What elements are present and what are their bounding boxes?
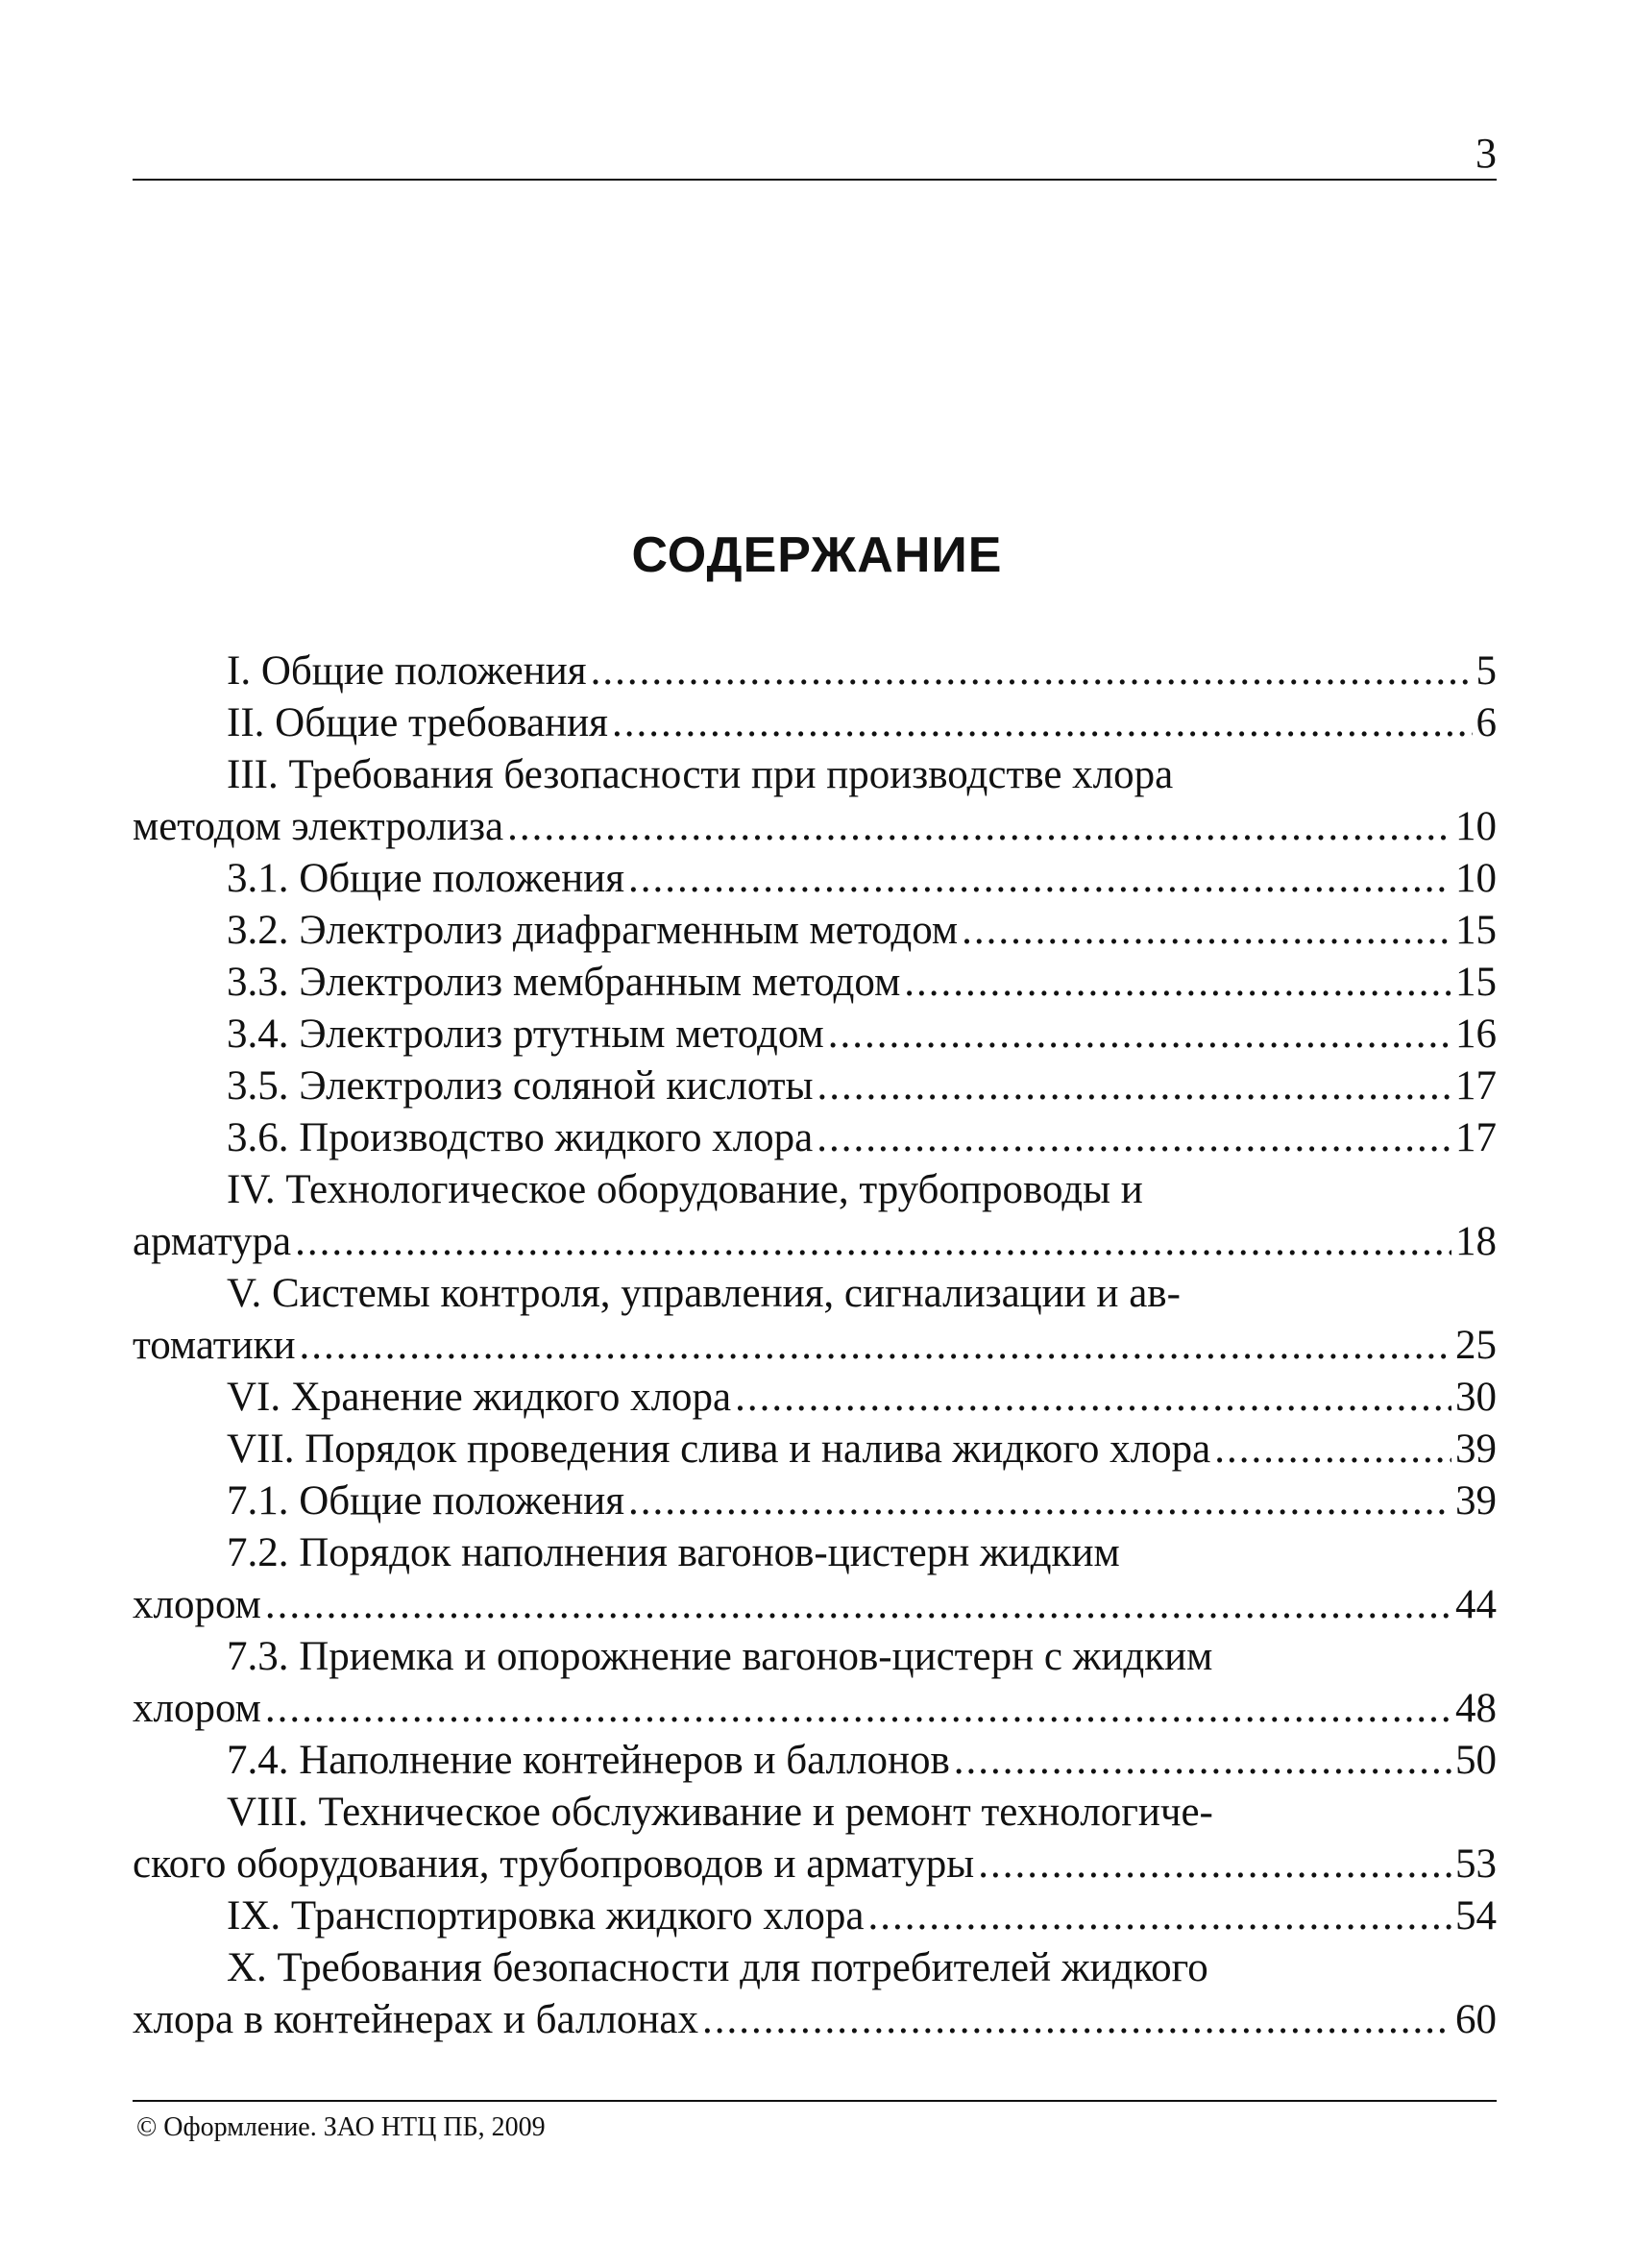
toc-title: СОДЕРЖАНИЕ — [631, 527, 1003, 583]
toc-entry[interactable] — [133, 1112, 1497, 1164]
toc-entry[interactable] — [133, 1631, 1497, 1683]
toc-entry-label: 3.6. Производство жидкого хлора — [227, 1115, 814, 1160]
toc-entry[interactable] — [133, 1839, 1497, 1890]
toc-leader-dots — [954, 1735, 1451, 1787]
toc-leader-dots — [507, 801, 1451, 853]
toc-entry-label: VI. Хранение жидкого хлора — [227, 1375, 732, 1420]
toc-leader-dots — [628, 853, 1451, 905]
toc-entry-label: 3.5. Электролиз соляной кислоты — [227, 1063, 814, 1109]
toc-entry-label: VII. Порядок проведения слива и налива жидкого хлора — [227, 1427, 1211, 1472]
toc-entry-label: 3.1. Общие положения — [227, 856, 625, 901]
toc-entry-label: арматура — [133, 1219, 292, 1264]
toc-entry[interactable] — [133, 1683, 1497, 1735]
toc-entry-label: хлором — [133, 1686, 261, 1731]
toc-entry[interactable] — [133, 1268, 1497, 1320]
toc-entry-page: 10 — [1455, 856, 1497, 901]
toc-leader-dots — [735, 1372, 1451, 1424]
toc-entry-page: 30 — [1455, 1375, 1497, 1420]
toc-entry-page: 48 — [1455, 1686, 1497, 1731]
toc-entry[interactable] — [133, 1164, 1497, 1216]
toc-leader-dots — [300, 1320, 1451, 1372]
toc-entry-label: II. Общие требования — [227, 700, 608, 745]
toc-entry[interactable] — [133, 905, 1497, 957]
toc-entry-label: 7.2. Порядок наполнения вагонов-цистерн жидким — [227, 1530, 1120, 1575]
toc-entry-label: X. Требования безопасности для потребителей жидкого — [227, 1945, 1208, 1990]
toc-entry-label: 7.3. Приемка и опорожнение вагонов-цистерн с жидким — [227, 1634, 1213, 1679]
toc-entry[interactable] — [133, 1942, 1497, 1994]
toc-entry-page: 15 — [1455, 960, 1497, 1005]
toc-leader-dots — [628, 1475, 1451, 1527]
toc-entry[interactable] — [133, 646, 1497, 697]
toc-leader-dots — [828, 1009, 1451, 1061]
toc-entry-label: III. Требования безопасности при производстве хлора — [227, 752, 1174, 797]
toc-entry-page: 17 — [1455, 1063, 1497, 1109]
toc-entry[interactable] — [133, 957, 1497, 1009]
toc-entry-label: 3.3. Электролиз мембранным методом — [227, 960, 901, 1005]
toc-entry[interactable] — [133, 1527, 1497, 1579]
toc-entry[interactable] — [133, 1787, 1497, 1839]
toc-leader-dots — [591, 646, 1473, 697]
toc-entry[interactable] — [133, 1735, 1497, 1787]
toc-entry-page: 44 — [1455, 1582, 1497, 1627]
toc-entry-label: VIII. Техническое обслуживание и ремонт технологиче- — [227, 1790, 1213, 1835]
toc-leader-dots — [817, 1112, 1451, 1164]
toc-entry[interactable] — [133, 749, 1497, 801]
toc-entry-page: 5 — [1475, 648, 1497, 694]
toc-entry[interactable] — [133, 1424, 1497, 1475]
toc-leader-dots — [702, 1994, 1451, 2046]
toc-entry[interactable] — [133, 853, 1497, 905]
toc-entry-page: 60 — [1455, 1997, 1497, 2042]
toc-entry-label: IX. Транспортировка жидкого хлора — [227, 1893, 865, 1939]
toc-leader-dots — [265, 1683, 1451, 1735]
toc-entry[interactable] — [133, 1320, 1497, 1372]
toc-entry-page: 39 — [1455, 1427, 1497, 1472]
toc-entry-label: ского оборудования, трубопроводов и арматуры — [133, 1841, 975, 1887]
toc-entry-page: 18 — [1455, 1219, 1497, 1264]
toc-entry-page: 54 — [1455, 1893, 1497, 1939]
header-rule — [133, 179, 1497, 181]
toc-entry[interactable] — [133, 1994, 1497, 2046]
toc-entry[interactable] — [133, 1890, 1497, 1942]
toc-leader-dots — [295, 1216, 1451, 1268]
toc-entry-page: 16 — [1455, 1012, 1497, 1057]
toc-entry-label: V. Системы контроля, управления, сигнализации и ав- — [227, 1271, 1181, 1316]
toc-leader-dots — [817, 1061, 1451, 1112]
toc-entry-page: 39 — [1455, 1478, 1497, 1524]
toc-leader-dots — [867, 1890, 1451, 1942]
toc-entry-label: 3.2. Электролиз диафрагменным методом — [227, 908, 959, 953]
toc-entry-page: 25 — [1455, 1323, 1497, 1368]
copyright-footer: © Оформление. ЗАО НТЦ ПБ, 2009 — [136, 2112, 546, 2142]
toc-entry-label: 7.4. Наполнение контейнеров и баллонов — [227, 1738, 950, 1783]
toc-leader-dots — [962, 905, 1451, 957]
toc-entry-page: 6 — [1475, 700, 1497, 745]
toc-entry-page: 10 — [1455, 804, 1497, 849]
toc-entry[interactable] — [133, 1009, 1497, 1061]
toc-entry-label: методом электролиза — [133, 804, 504, 849]
toc-entry-label: хлора в контейнерах и баллонах — [133, 1997, 699, 2042]
toc-entry[interactable] — [133, 1061, 1497, 1112]
toc-entry-label: 7.1. Общие положения — [227, 1478, 625, 1524]
toc-leader-dots — [612, 697, 1473, 749]
table-of-contents — [133, 646, 1497, 2046]
footer-rule — [133, 2100, 1497, 2102]
toc-leader-dots — [265, 1579, 1451, 1631]
toc-entry-page: 53 — [1455, 1841, 1497, 1887]
toc-entry[interactable] — [133, 1372, 1497, 1424]
toc-entry[interactable] — [133, 697, 1497, 749]
toc-entry-label: IV. Технологическое оборудование, трубопроводы и — [227, 1167, 1143, 1212]
toc-entry[interactable] — [133, 801, 1497, 853]
toc-entry-label: томатики — [133, 1323, 296, 1368]
toc-entry[interactable] — [133, 1579, 1497, 1631]
toc-entry-label: 3.4. Электролиз ртутным методом — [227, 1012, 824, 1057]
toc-entry-page: 15 — [1455, 908, 1497, 953]
toc-entry-label: хлором — [133, 1582, 261, 1627]
page-number: 3 — [1475, 130, 1497, 177]
toc-entry-page: 50 — [1455, 1738, 1497, 1783]
toc-entry[interactable] — [133, 1216, 1497, 1268]
toc-entry[interactable] — [133, 1475, 1497, 1527]
toc-leader-dots — [1214, 1424, 1451, 1475]
toc-entry-page: 17 — [1455, 1115, 1497, 1160]
toc-leader-dots — [978, 1839, 1451, 1890]
toc-entry-label: I. Общие положения — [227, 648, 587, 694]
toc-leader-dots — [904, 957, 1451, 1009]
